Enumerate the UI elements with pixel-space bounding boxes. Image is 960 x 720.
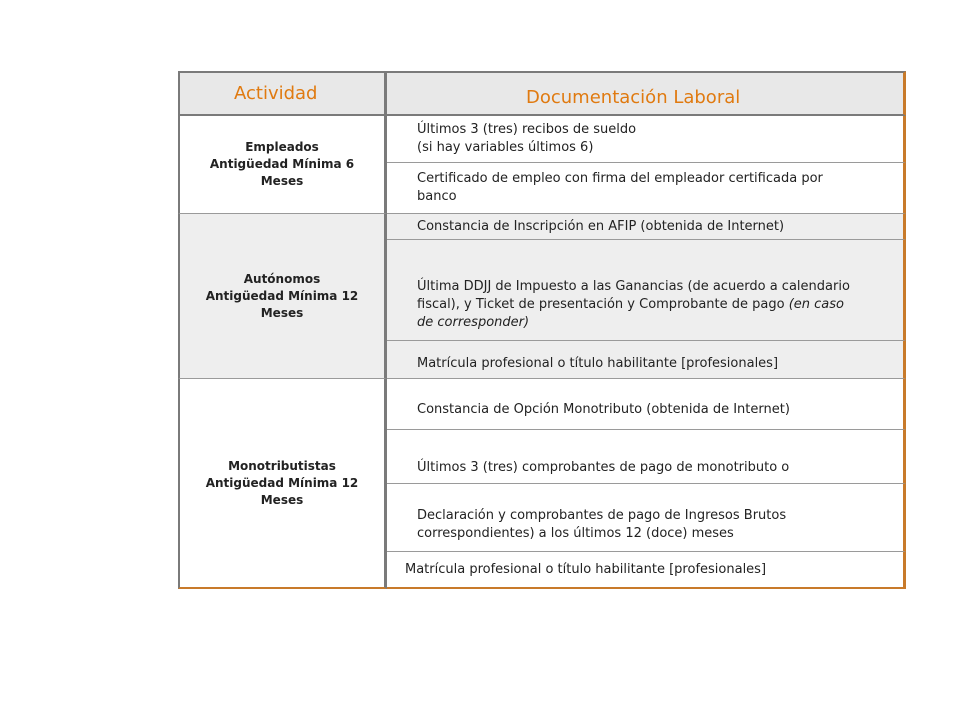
doc-text-line: Certificado de empleo con firma del empleador certificada por xyxy=(417,171,823,186)
group-title-line: Antigüedad Mínima 6 xyxy=(209,157,355,171)
header-actividad: Actividad xyxy=(234,83,318,104)
doc-text-line xyxy=(417,296,850,314)
doc-text-line: correspondientes) a los últimos 12 (doce) meses xyxy=(417,525,734,541)
group-title-line: Empleados xyxy=(245,140,319,154)
doc-row xyxy=(387,341,906,378)
group-title-line: Meses xyxy=(260,305,304,320)
group-title-line: Antigüedad Mínima 12 xyxy=(205,475,359,490)
group-title-line: Antigüedad Mínima 12 xyxy=(205,288,359,303)
doc-row xyxy=(387,213,906,240)
doc-row xyxy=(387,116,906,163)
doc-text-italic: (en caso xyxy=(788,297,844,312)
header-actividad-cell xyxy=(178,71,387,116)
doc-row xyxy=(387,552,906,589)
header-documentacion: Documentación Laboral xyxy=(526,87,741,108)
group-title-line: Autónomos xyxy=(243,271,321,286)
header-documentacion-cell xyxy=(387,71,906,116)
doc-text-line: de corresponder) xyxy=(417,315,530,330)
group-title-line: Monotributistas xyxy=(228,458,336,473)
documentation-table xyxy=(178,71,906,589)
doc-row xyxy=(387,378,906,430)
group-monotributistas-label xyxy=(178,378,387,589)
group-title-line: Meses xyxy=(260,174,304,188)
doc-text-line: Matrícula profesional o título habilitante [profesionales] xyxy=(405,561,767,577)
doc-text-line: Constancia de Opción Monotributo (obtenida de Internet) xyxy=(417,402,790,417)
doc-text-line: Matrícula profesional o título habilitante [profesionales] xyxy=(417,355,779,371)
doc-text-line: banco xyxy=(417,189,457,204)
doc-text-line: Constancia de Inscripción en AFIP (obtenida de Internet) xyxy=(417,218,785,234)
group-autonomos-label xyxy=(178,213,387,378)
doc-row xyxy=(387,163,906,213)
group-empleados-label xyxy=(178,116,387,213)
doc-text-line: Últimos 3 (tres) recibos de sueldo xyxy=(417,122,637,137)
doc-text-segment: fiscal), y Ticket de presentación y Comprobante de pago xyxy=(417,297,789,312)
doc-text-line: Declaración y comprobantes de pago de Ingresos Brutos xyxy=(417,507,787,523)
group-title-line: Meses xyxy=(260,492,304,507)
doc-row xyxy=(387,240,906,341)
doc-text-line: (si hay variables últimos 6) xyxy=(417,140,594,155)
doc-text-line: Últimos 3 (tres) comprobantes de pago de monotributo o xyxy=(417,459,790,475)
doc-row xyxy=(387,430,906,484)
doc-text-line: Última DDJJ de Impuesto a las Ganancias (de acuerdo a calendario xyxy=(417,279,850,294)
doc-row xyxy=(387,484,906,552)
